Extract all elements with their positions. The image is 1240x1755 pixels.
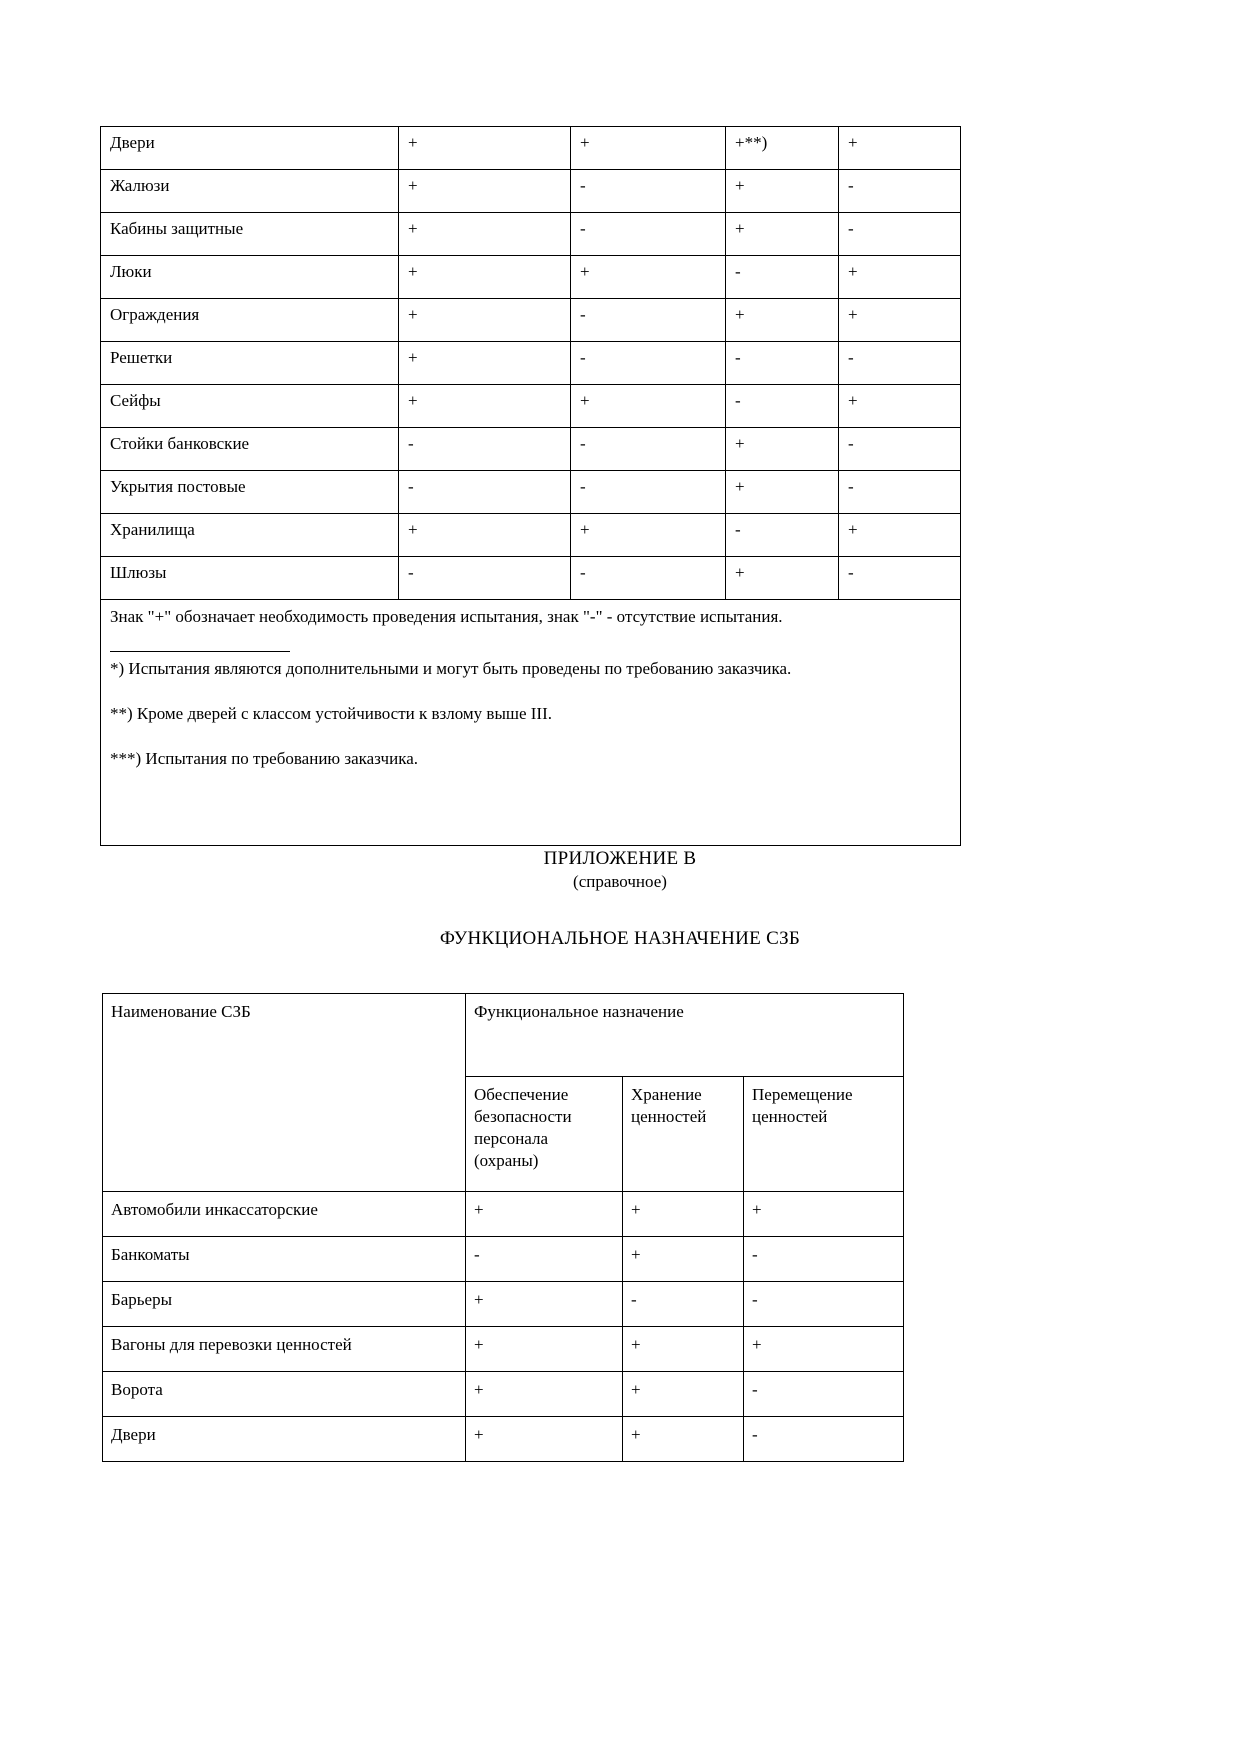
footnote-single-asterisk: *) Испытания являются дополнительными и могут быть проведены по требованию заказчика.: [110, 659, 792, 679]
cell-value: +: [726, 471, 839, 514]
section-title: ФУНКЦИОНАЛЬНОЕ НАЗНАЧЕНИЕ СЗБ: [439, 928, 801, 949]
cell-value: +: [571, 127, 726, 170]
row-label: Банкоматы: [103, 1237, 466, 1282]
cell-value: -: [399, 557, 571, 600]
cell-value: +: [399, 256, 571, 299]
cell-value: -: [466, 1237, 623, 1282]
cell-value: +: [466, 1372, 623, 1417]
cell-value: +: [399, 514, 571, 557]
table-row: [101, 213, 961, 256]
footnote-spacer: [110, 793, 952, 839]
cell-value: -: [571, 342, 726, 385]
table-row: [101, 428, 961, 471]
table-row: [103, 1237, 904, 1282]
cell-value: +: [839, 127, 961, 170]
cell-value: +: [466, 1327, 623, 1372]
cell-value: -: [839, 342, 961, 385]
cell-value: +: [726, 299, 839, 342]
cell-value: +: [726, 428, 839, 471]
appendix-title: ПРИЛОЖЕНИЕ В: [543, 848, 697, 869]
row-label: Ограждения: [101, 299, 399, 342]
row-label: Барьеры: [103, 1282, 466, 1327]
cell-value: +: [726, 170, 839, 213]
cell-value: -: [571, 213, 726, 256]
cell-value: -: [571, 428, 726, 471]
appendix-subtitle: (справочное): [573, 871, 667, 891]
row-label: Двери: [101, 127, 399, 170]
row-label: Шлюзы: [101, 557, 399, 600]
table-row: [103, 1192, 904, 1237]
row-label: Автомобили инкассаторские: [103, 1192, 466, 1237]
table-row: [101, 256, 961, 299]
cell-value: -: [726, 256, 839, 299]
cell-value: +: [623, 1237, 744, 1282]
cell-value: -: [726, 385, 839, 428]
cell-value: -: [839, 170, 961, 213]
table-row: [103, 1372, 904, 1417]
row-label: Решетки: [101, 342, 399, 385]
table-notes-row: [101, 600, 961, 846]
cell-value: +: [466, 1192, 623, 1237]
row-label: Вагоны для перевозки ценностей: [103, 1327, 466, 1372]
footnote-legend: Знак "+" обозначает необходимость проведения испытания, знак "-" - отсутствие испытания.: [110, 607, 783, 626]
cell-value: +: [399, 342, 571, 385]
cell-value: -: [744, 1417, 904, 1462]
functional-purpose-table-body: [103, 994, 904, 1462]
table-row: [101, 385, 961, 428]
column-header-personnel-safety: Обеспечение безопасности персонала (охраны): [466, 1077, 623, 1192]
table-row: [101, 170, 961, 213]
cell-value: +: [571, 514, 726, 557]
cell-value: -: [839, 471, 961, 514]
cell-value: -: [399, 428, 571, 471]
cell-value: +: [744, 1327, 904, 1372]
column-header-name: Наименование СЗБ: [103, 994, 466, 1192]
cell-value: +: [623, 1192, 744, 1237]
table-row: [101, 127, 961, 170]
row-label: Жалюзи: [101, 170, 399, 213]
cell-value: +: [466, 1282, 623, 1327]
cell-value: -: [726, 342, 839, 385]
row-label: Люки: [101, 256, 399, 299]
cell-value: +: [399, 299, 571, 342]
table-footnotes: [101, 600, 961, 846]
cell-value: +**): [726, 127, 839, 170]
table-header-group-row: [103, 994, 904, 1077]
functional-purpose-table-wrapper: [102, 993, 903, 1462]
table-row: [103, 1282, 904, 1327]
row-label: Укрытия постовые: [101, 471, 399, 514]
cell-value: -: [839, 557, 961, 600]
cell-value: +: [726, 213, 839, 256]
footnote-double-asterisk: **) Кроме дверей с классом устойчивости к взлому выше III.: [110, 704, 552, 724]
cell-value: -: [726, 514, 839, 557]
cell-value: +: [623, 1417, 744, 1462]
row-label: Хранилища: [101, 514, 399, 557]
cell-value: -: [839, 428, 961, 471]
cell-value: +: [399, 385, 571, 428]
cell-value: +: [571, 256, 726, 299]
cell-value: -: [399, 471, 571, 514]
cell-value: -: [744, 1372, 904, 1417]
cell-value: +: [571, 385, 726, 428]
table-row: [101, 514, 961, 557]
test-requirements-table-body: [101, 127, 961, 846]
table-row: [101, 557, 961, 600]
row-label: Сейфы: [101, 385, 399, 428]
cell-value: +: [839, 299, 961, 342]
cell-value: +: [744, 1192, 904, 1237]
cell-value: +: [623, 1327, 744, 1372]
cell-value: -: [571, 471, 726, 514]
table-row: [101, 299, 961, 342]
test-requirements-table: [100, 126, 961, 846]
functional-purpose-table: [102, 993, 904, 1462]
row-label: Двери: [103, 1417, 466, 1462]
cell-value: -: [571, 299, 726, 342]
table-row: [103, 1417, 904, 1462]
cell-value: +: [399, 127, 571, 170]
cell-value: +: [839, 256, 961, 299]
footnote-separator-rule: [110, 651, 290, 652]
table-row: [103, 1327, 904, 1372]
column-header-transfer: Перемещение ценностей: [744, 1077, 904, 1192]
appendix-heading-block: [0, 847, 1240, 893]
row-label: Кабины защитные: [101, 213, 399, 256]
column-header-group: Функциональное назначение: [466, 994, 904, 1077]
cell-value: -: [571, 557, 726, 600]
cell-value: -: [839, 213, 961, 256]
cell-value: -: [571, 170, 726, 213]
cell-value: +: [726, 557, 839, 600]
footnote-triple-asterisk: ***) Испытания по требованию заказчика.: [110, 749, 419, 769]
cell-value: +: [623, 1372, 744, 1417]
table-row: [101, 471, 961, 514]
cell-value: -: [623, 1282, 744, 1327]
cell-value: +: [399, 213, 571, 256]
test-requirements-table-wrapper: [100, 126, 960, 846]
cell-value: +: [839, 514, 961, 557]
cell-value: +: [399, 170, 571, 213]
cell-value: -: [744, 1237, 904, 1282]
cell-value: -: [744, 1282, 904, 1327]
row-label: Ворота: [103, 1372, 466, 1417]
row-label: Стойки банковские: [101, 428, 399, 471]
cell-value: +: [466, 1417, 623, 1462]
column-header-storage: Хранение ценностей: [623, 1077, 744, 1192]
cell-value: +: [839, 385, 961, 428]
table-row: [101, 342, 961, 385]
